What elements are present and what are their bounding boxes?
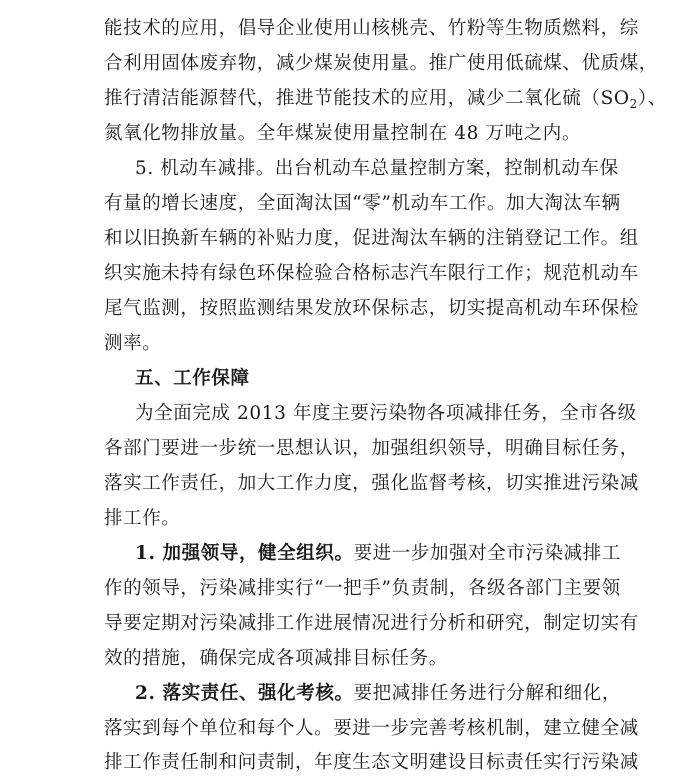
text-line: 氮氧化物排放量。全年煤炭使用量控制在 48 万吨之内。 (104, 123, 582, 144)
text-line: 排工作。 (104, 508, 181, 529)
text-line: 排工作责任制和问责制，年度生态文明建设目标责任实行污染减 (104, 752, 639, 773)
text-line: 各部门要进一步统一思想认识，加强组织领导，明确目标任务， (104, 438, 639, 459)
paragraph-start: 为全面完成 2013 年度主要污染物各项减排任务，全市各级 (135, 403, 637, 424)
item-title: 1. 加强领导，健全组织。 (135, 543, 354, 564)
text-line: 落实工作责任，加大工作力度，强化监督考核，切实推进污染减 (104, 473, 639, 494)
text-line: 效的措施，确保完成各项减排目标任务。 (104, 648, 448, 669)
text-line: 和以旧换新车辆的补贴力度，促进淘汰车辆的注销登记工作。组 (104, 228, 639, 249)
text-line: 能技术的应用，倡导企业使用山核桃壳、竹粉等生物质燃料，综 (104, 18, 639, 39)
text-line: 落实到每个单位和每个人。要进一步完善考核机制，建立健全减 (104, 718, 639, 739)
section-heading: 五、工作保障 (135, 368, 250, 389)
text-line: 合利用固体废弃物，减少煤炭使用量。推广使用低硫煤、优质煤， (104, 53, 658, 74)
text-line: 织实施未持有绿色环保检验合格标志汽车限行工作；规范机动车 (104, 263, 639, 284)
text-line: 尾气监测，按照监测结果发放环保标志，切实提高机动车环保检 (104, 298, 639, 319)
paragraph-start: 2. 落实责任、强化考核。要把减排任务进行分解和细化， (135, 683, 621, 704)
item-title: 2. 落实责任、强化考核。 (135, 683, 354, 704)
paragraph-start: 1. 加强领导，健全组织。要进一步加强对全市污染减排工 (135, 543, 621, 564)
text-line: 作的领导，污染减排实行“一把手”负责制，各级各部门主要领 (104, 578, 621, 599)
paragraph-start: 5. 机动车减排。出台机动车总量控制方案，控制机动车保 (135, 158, 619, 179)
text-line: 有量的增长速度，全面淘汰国“零”机动车工作。加大淘汰车辆 (104, 193, 621, 214)
text-line: 测率。 (104, 333, 162, 354)
text-line: 导要定期对污染减排工作进展情况进行分析和研究，制定切实有 (104, 613, 639, 634)
text-line: 推行清洁能源替代，推进节能技术的应用，减少二氧化硫$(SO_2)$、 (104, 88, 667, 111)
subscript: 2 (629, 97, 638, 111)
